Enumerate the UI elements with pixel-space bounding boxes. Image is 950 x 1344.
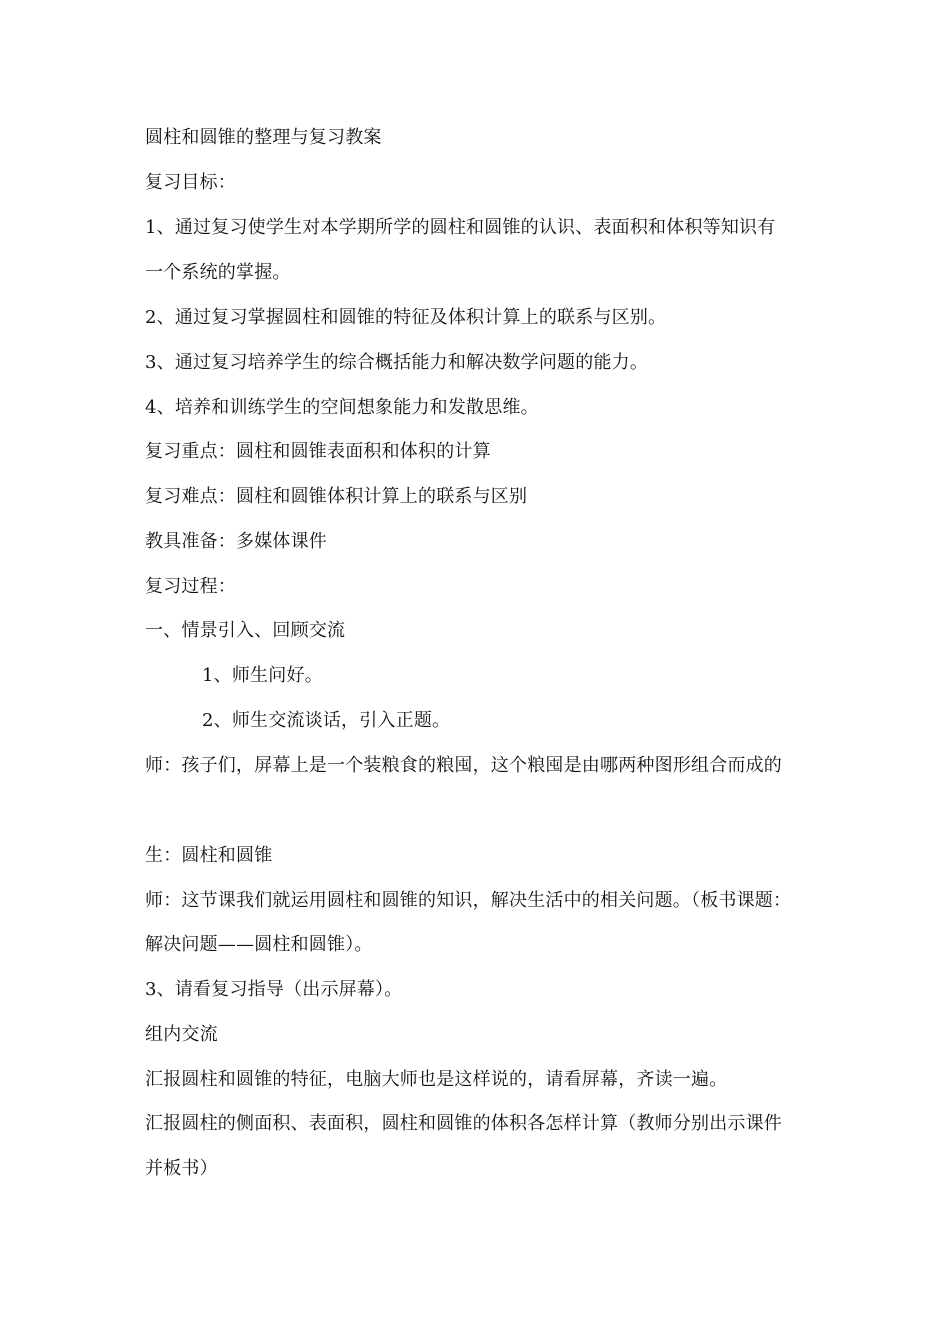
objective-2: 2、通过复习掌握圆柱和圆锥的特征及体积计算上的联系与区别。 xyxy=(145,307,667,328)
report-2-line-1: 汇报圆柱的侧面积、表面积，圆柱和圆锥的体积各怎样计算（教师分别出示课件 xyxy=(145,1113,782,1134)
process-heading: 复习过程： xyxy=(145,576,236,597)
objective-1-line-1: 1、通过复习使学生对本学期所学的圆柱和圆锥的认识、表面积和体积等知识有 xyxy=(145,217,776,238)
objectives-heading: 复习目标： xyxy=(145,172,236,193)
student-line-1: 生：圆柱和圆锥 xyxy=(145,845,273,866)
teacher-line-2b: 解决问题——圆柱和圆锥）。 xyxy=(145,934,373,955)
teacher-line-2a: 师：这节课我们就运用圆柱和圆锥的知识，解决生活中的相关问题。（板书课题： xyxy=(145,890,792,911)
step-1: 1、师生问好。 xyxy=(202,665,323,686)
objective-1-line-2: 一个系统的掌握。 xyxy=(145,262,291,283)
report-1: 汇报圆柱和圆锥的特征，电脑大师也是这样说的，请看屏幕，齐读一遍。 xyxy=(145,1069,728,1090)
key-point: 复习重点：圆柱和圆锥表面积和体积的计算 xyxy=(145,441,491,462)
section-1-heading: 一、情景引入、回顾交流 xyxy=(145,620,346,641)
materials: 教具准备：多媒体课件 xyxy=(145,531,327,552)
step-2: 2、师生交流谈话，引入正题。 xyxy=(202,710,451,731)
teacher-line-1: 师：孩子们，屏幕上是一个装粮食的粮囤，这个粮囤是由哪两种图形组合而成的 xyxy=(145,755,782,776)
difficulty: 复习难点：圆柱和圆锥体积计算上的联系与区别 xyxy=(145,486,528,507)
objective-4: 4、培养和训练学生的空间想象能力和发散思维。 xyxy=(145,397,539,418)
group-exchange: 组内交流 xyxy=(145,1024,218,1045)
report-2-line-2: 并板书） xyxy=(145,1158,218,1179)
objective-3: 3、通过复习培养学生的综合概括能力和解决数学问题的能力。 xyxy=(145,352,649,373)
document-title: 圆柱和圆锥的整理与复习教案 xyxy=(145,127,382,148)
step-3: 3、请看复习指导（出示屏幕）。 xyxy=(145,979,403,1000)
